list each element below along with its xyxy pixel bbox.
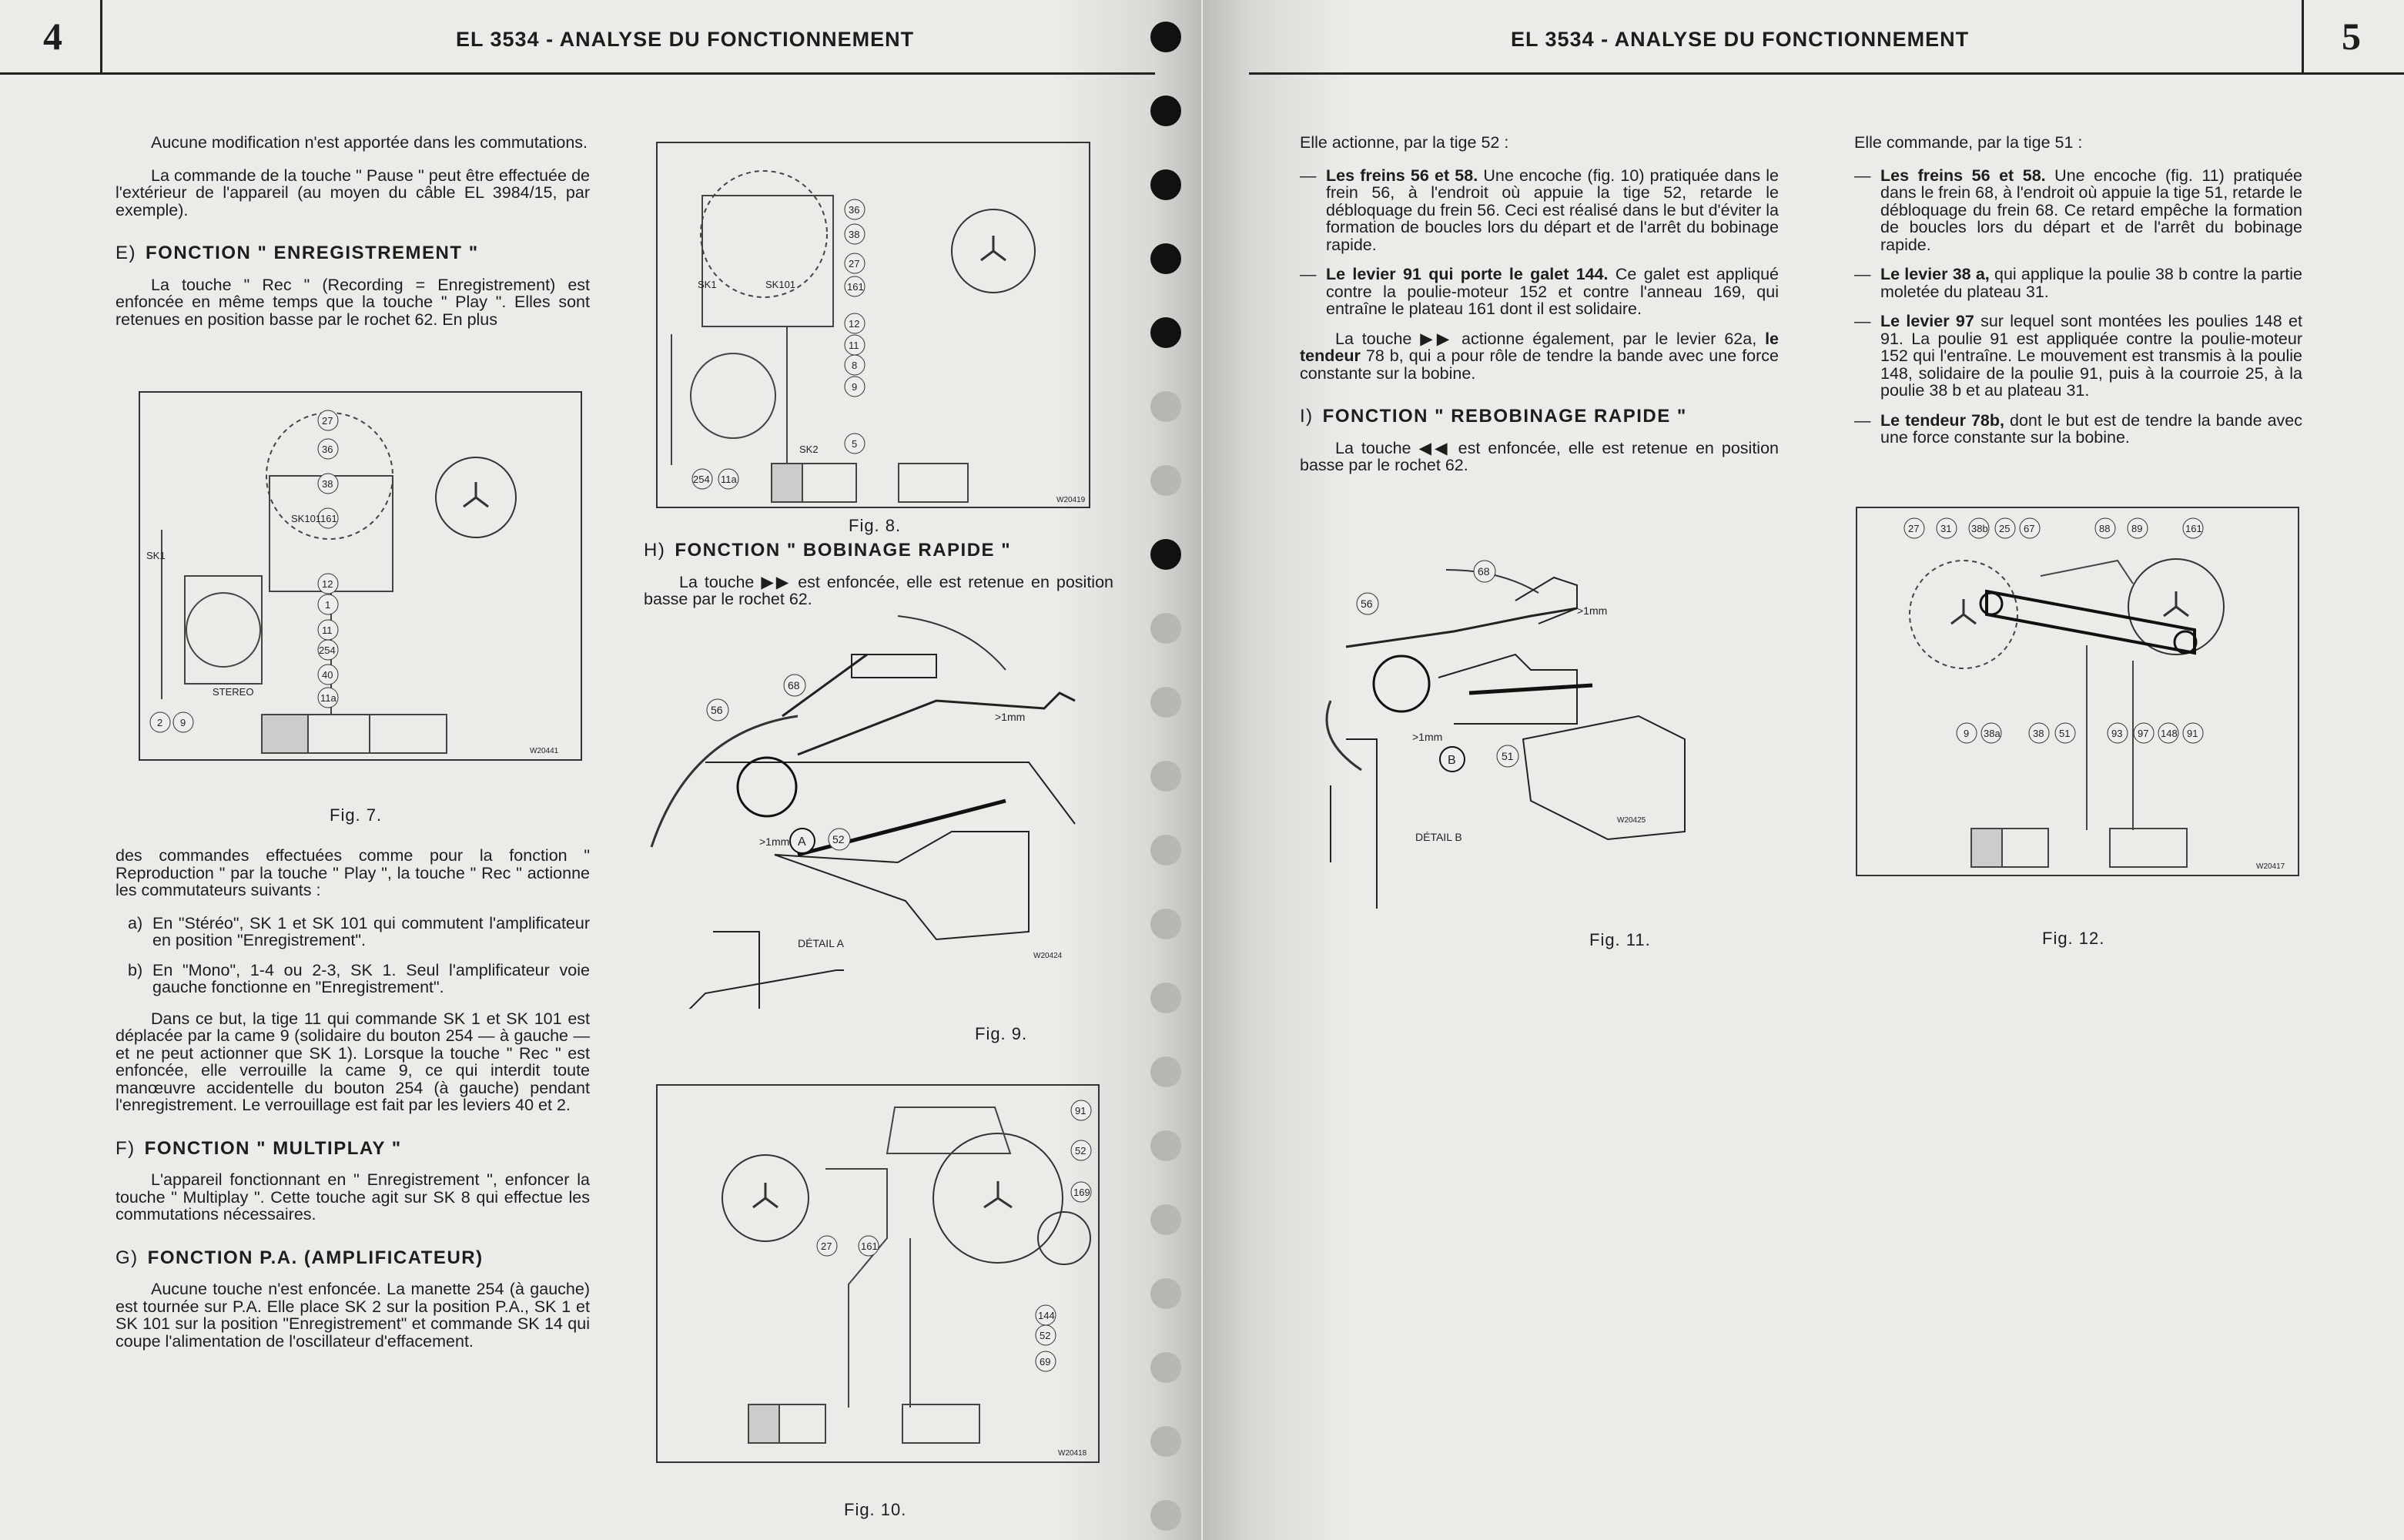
svg-text:SK2: SK2: [799, 444, 819, 455]
header-title: EL 3534 - ANALYSE DU FONCTIONNEMENT: [456, 28, 915, 51]
binding-hole: [1150, 95, 1181, 126]
binding-hole: [1150, 909, 1181, 939]
svg-text:27: 27: [821, 1240, 832, 1252]
svg-text:254: 254: [693, 474, 710, 485]
svg-text:11a: 11a: [320, 692, 336, 704]
section-heading-h: H) FONCTION " BOBINAGE RAPIDE ": [644, 540, 1012, 561]
binding-hole: [1150, 983, 1181, 1013]
paragraph: Elle actionne, par la tige 52 :: [1300, 133, 1509, 152]
binding-hole: [1150, 1056, 1181, 1087]
list-item: — Le tendeur 78b, dont le but est de tendre la bande avec une force constante sur la bobine.: [1854, 412, 2302, 447]
svg-text:38a: 38a: [1984, 728, 2001, 739]
svg-text:11: 11: [322, 624, 333, 636]
figure-10-drawing: [656, 1084, 1100, 1463]
svg-text:SK1: SK1: [146, 550, 166, 561]
figure-8: [656, 142, 1090, 508]
figure-12-drawing: [1856, 507, 2299, 876]
svg-text:52: 52: [1075, 1145, 1086, 1157]
figure-12: [1856, 507, 2299, 876]
svg-text:>1mm: >1mm: [995, 711, 1026, 723]
binding-hole: [1150, 391, 1181, 422]
binding-hole: [1150, 1204, 1181, 1235]
svg-text:>1mm: >1mm: [1412, 731, 1443, 743]
svg-text:36: 36: [849, 204, 860, 216]
svg-text:A: A: [798, 835, 806, 849]
binding-hole: [1150, 243, 1181, 274]
figure-10: [656, 1084, 1100, 1463]
paragraph: La touche ◀◀ est enfoncée, elle est retenue en position basse par le rochet 62.: [1300, 438, 1779, 474]
figure-11-drawing: [1300, 539, 1770, 909]
svg-text:12: 12: [849, 318, 860, 330]
page-number: 4: [43, 15, 62, 58]
svg-text:12: 12: [322, 578, 333, 590]
svg-text:31: 31: [1940, 523, 1952, 534]
list-item: b) En "Mono", 1-4 ou 2-3, SK 1. Seul l'amplificateur voie gauche fonctionne en "Enregistrement".: [128, 960, 590, 996]
binding-hole: [1150, 22, 1181, 52]
list-item: — Le levier 97 sur lequel sont montées les poulies 148 et 91. La poulie 91 est appliquée contre la poulie-moteur 152 qui l'entraîne. Le mouvement est transmis à la poulie 148, solidaire de la poulie 91, puis à la courroie 25, à la poulie 38 b et au plateau 31.: [1854, 313, 2302, 400]
paragraph: Elle commande, par la tige 51 :: [1854, 133, 2083, 152]
page-4: [0, 0, 1201, 1540]
binding-hole: [1150, 835, 1181, 865]
figure-11-caption: Fig. 11.: [1589, 930, 1651, 949]
paragraph: La touche ▶▶ est enfoncée, elle est retenue en position basse par le rochet 62.: [644, 572, 1113, 608]
section-heading-e: E) FONCTION " ENREGISTREMENT ": [116, 243, 479, 263]
figure-9-caption: Fig. 9.: [975, 1024, 1028, 1043]
section-heading-i: I) FONCTION " REBOBINAGE RAPIDE ": [1300, 406, 1687, 427]
paragraph: Aucune touche n'est enfoncée. La manette 254 (à gauche) est tournée sur P.A. Elle place SK 2 sur la position P.A., SK 1 et SK 101 sur la position "Enregistrement" et commande SK 14 qui coupe l'alimentation de l'oscillateur d'effacement.: [116, 1280, 590, 1351]
svg-text:52: 52: [1040, 1330, 1051, 1341]
svg-text:27: 27: [849, 258, 860, 270]
header-title: EL 3534 - ANALYSE DU FONCTIONNEMENT: [1511, 28, 1970, 51]
svg-text:97: 97: [2138, 728, 2149, 739]
svg-text:SK1: SK1: [698, 279, 717, 290]
svg-text:148: 148: [2161, 728, 2178, 739]
svg-text:9: 9: [1964, 728, 1970, 739]
figure-9-drawing: [644, 608, 1121, 1009]
svg-text:38: 38: [849, 229, 860, 240]
svg-text:161: 161: [320, 513, 337, 524]
binding-hole: [1150, 1500, 1181, 1531]
binding-hole: [1150, 1426, 1181, 1457]
svg-text:>1mm: >1mm: [759, 835, 790, 848]
svg-text:DÉTAIL B: DÉTAIL B: [1415, 831, 1462, 843]
svg-text:B: B: [1448, 754, 1456, 767]
svg-text:36: 36: [322, 444, 333, 455]
list-item: — Le levier 38 a, qui applique la poulie 38 b contre la partie moletée du plateau 31.: [1854, 266, 2302, 300]
svg-text:>1mm: >1mm: [1577, 604, 1608, 617]
figure-7-caption: Fig. 7.: [330, 805, 383, 825]
svg-text:51: 51: [1502, 750, 1514, 762]
text-column-left-continued: [116, 847, 590, 1365]
svg-text:38b: 38b: [1971, 523, 1988, 534]
paragraph: La touche " Rec " (Recording = Enregistrement) est enfoncée en même temps que la touche " Play ". Elles sont retenues en position basse par le rochet 62. En plus: [116, 275, 590, 329]
svg-text:11a: 11a: [721, 474, 737, 485]
svg-text:51: 51: [2059, 728, 2071, 739]
paragraph: Aucune modification n'est apportée dans les commutations.: [151, 133, 588, 152]
binding-hole: [1150, 539, 1181, 570]
text-column-left: [1300, 134, 1779, 490]
page-number: 5: [2342, 15, 2361, 58]
svg-text:W20425: W20425: [1617, 816, 1646, 825]
figure-12-caption: Fig. 12.: [2042, 929, 2105, 948]
binding-hole: [1150, 1130, 1181, 1161]
svg-text:W20417: W20417: [2256, 862, 2285, 871]
binding-hole: [1150, 761, 1181, 792]
svg-text:52: 52: [832, 833, 845, 845]
svg-text:W20424: W20424: [1033, 952, 1063, 960]
svg-text:38: 38: [2033, 728, 2044, 739]
svg-text:11: 11: [849, 340, 859, 351]
figure-9: [644, 608, 1121, 1009]
switch-list: [116, 915, 590, 996]
svg-text:W20419: W20419: [1056, 496, 1086, 504]
text-column-left: [116, 134, 590, 343]
list-item: — Le levier 91 qui porte le galet 144. Ce galet est appliqué contre la poulie-moteur 152 et contre l'anneau 169, qui entraîne le plateau 161 dont il est solidaire.: [1300, 266, 1779, 318]
svg-text:89: 89: [2131, 523, 2143, 534]
svg-text:88: 88: [2099, 523, 2111, 534]
svg-text:68: 68: [1478, 565, 1490, 578]
list-item: a) En "Stéréo", SK 1 et SK 101 qui commutent l'amplificateur en position "Enregistrement".: [128, 913, 590, 949]
svg-text:25: 25: [1999, 523, 2011, 534]
svg-text:27: 27: [1908, 523, 1920, 534]
svg-text:9: 9: [180, 717, 186, 728]
svg-text:5: 5: [852, 438, 858, 450]
section-heading-f: F) FONCTION " MULTIPLAY ": [116, 1137, 402, 1159]
svg-text:91: 91: [1075, 1105, 1086, 1116]
paragraph: L'appareil fonctionnant en " Enregistrement ", enfoncer la touche " Multiplay ". Cette touche agit sur SK 8 qui effectue les commutations nécessaires.: [116, 1170, 590, 1224]
figure-7-drawing: [139, 391, 582, 761]
svg-text:68: 68: [788, 679, 800, 691]
svg-text:56: 56: [711, 704, 723, 716]
list-item: — Les freins 56 et 58. Une encoche (fig. 11) pratiquée dans le frein 68, à l'endroit où appuie la tige 51, retarde le débloquage du frein 68. Ce retard empêche la formation de boucles lors du départ et de l'arrêt du bobinage rapide.: [1854, 167, 2302, 254]
figure-8-drawing: [656, 142, 1090, 508]
binding-hole: [1150, 1352, 1181, 1383]
figure-10-caption: Fig. 10.: [844, 1500, 907, 1519]
figure-11: [1300, 539, 1770, 909]
paragraph: Dans ce but, la tige 11 qui commande SK 1 et SK 101 est déplacée par la came 9 (solidaire du bouton 254 — à gauche — et ne peut actionner que SK 1). Lorsque la touche " Rec " est enfoncée, elle verrouille la came 9, ce qui interdit toute manœuvre accidentelle du bouton 254 (à gauche) pendant l'enregistrement. Le verrouillage est fait par les leviers 40 et 2.: [116, 1009, 590, 1114]
figure-8-caption: Fig. 8.: [849, 516, 902, 535]
svg-text:SK101: SK101: [291, 513, 322, 524]
svg-text:SK101: SK101: [765, 279, 796, 290]
svg-text:91: 91: [2187, 728, 2198, 739]
svg-text:161: 161: [861, 1240, 878, 1252]
binding-hole: [1150, 465, 1181, 496]
section-heading-g: G) FONCTION P.A. (AMPLIFICATEUR): [116, 1247, 484, 1268]
svg-text:161: 161: [2185, 523, 2202, 534]
binding-hole: [1150, 687, 1181, 718]
binding-hole: [1150, 613, 1181, 644]
svg-text:8: 8: [852, 360, 858, 371]
text-column-right: [1854, 134, 2302, 459]
svg-text:W20418: W20418: [1058, 1449, 1087, 1458]
binding-hole: [1150, 1278, 1181, 1309]
svg-text:STEREO: STEREO: [213, 686, 254, 698]
paragraph: La touche ▶▶ actionne également, par le levier 62a, le tendeur 78 b, qui a pour rôle de tendre la bande avec une force constante sur la bobine.: [1300, 329, 1779, 383]
page-header: [0, 0, 1155, 75]
svg-text:69: 69: [1040, 1356, 1051, 1368]
svg-text:169: 169: [1073, 1187, 1090, 1198]
paragraph: La commande de la touche " Pause " peut être effectuée de l'extérieur de l'appareil (au moyen du câble EL 3984/15, par exemple).: [116, 166, 590, 219]
page-5: [1203, 0, 2404, 1540]
svg-text:W20441: W20441: [530, 747, 559, 755]
svg-text:40: 40: [322, 669, 333, 681]
binding-hole: [1150, 317, 1181, 348]
page-header: [1249, 0, 2404, 75]
svg-text:9: 9: [852, 381, 858, 393]
svg-text:56: 56: [1361, 598, 1373, 610]
svg-text:38: 38: [322, 478, 333, 490]
paragraph: des commandes effectuées comme pour la fonction " Reproduction " par la touche " Play ", la touche " Rec " actionne les commutateurs suivants :: [116, 846, 590, 899]
svg-text:67: 67: [2024, 523, 2035, 534]
figure-7: [139, 391, 582, 761]
svg-text:27: 27: [322, 415, 333, 427]
list-item: — Les freins 56 et 58. Une encoche (fig. 10) pratiquée dans le frein 56, à l'endroit où appuie la tige 52, retarde le débloquage du frein 56. Ceci est réalisé dans le but d'éviter la formation de boucles lors du départ et de l'arrêt du bobinage rapide.: [1300, 167, 1779, 254]
svg-text:254: 254: [319, 644, 336, 656]
binding-hole: [1150, 169, 1181, 200]
svg-text:1: 1: [325, 599, 331, 611]
svg-text:144: 144: [1038, 1310, 1055, 1321]
svg-text:93: 93: [2111, 728, 2123, 739]
svg-text:DÉTAIL A: DÉTAIL A: [798, 937, 844, 949]
svg-text:2: 2: [157, 717, 163, 728]
svg-text:161: 161: [847, 281, 864, 293]
